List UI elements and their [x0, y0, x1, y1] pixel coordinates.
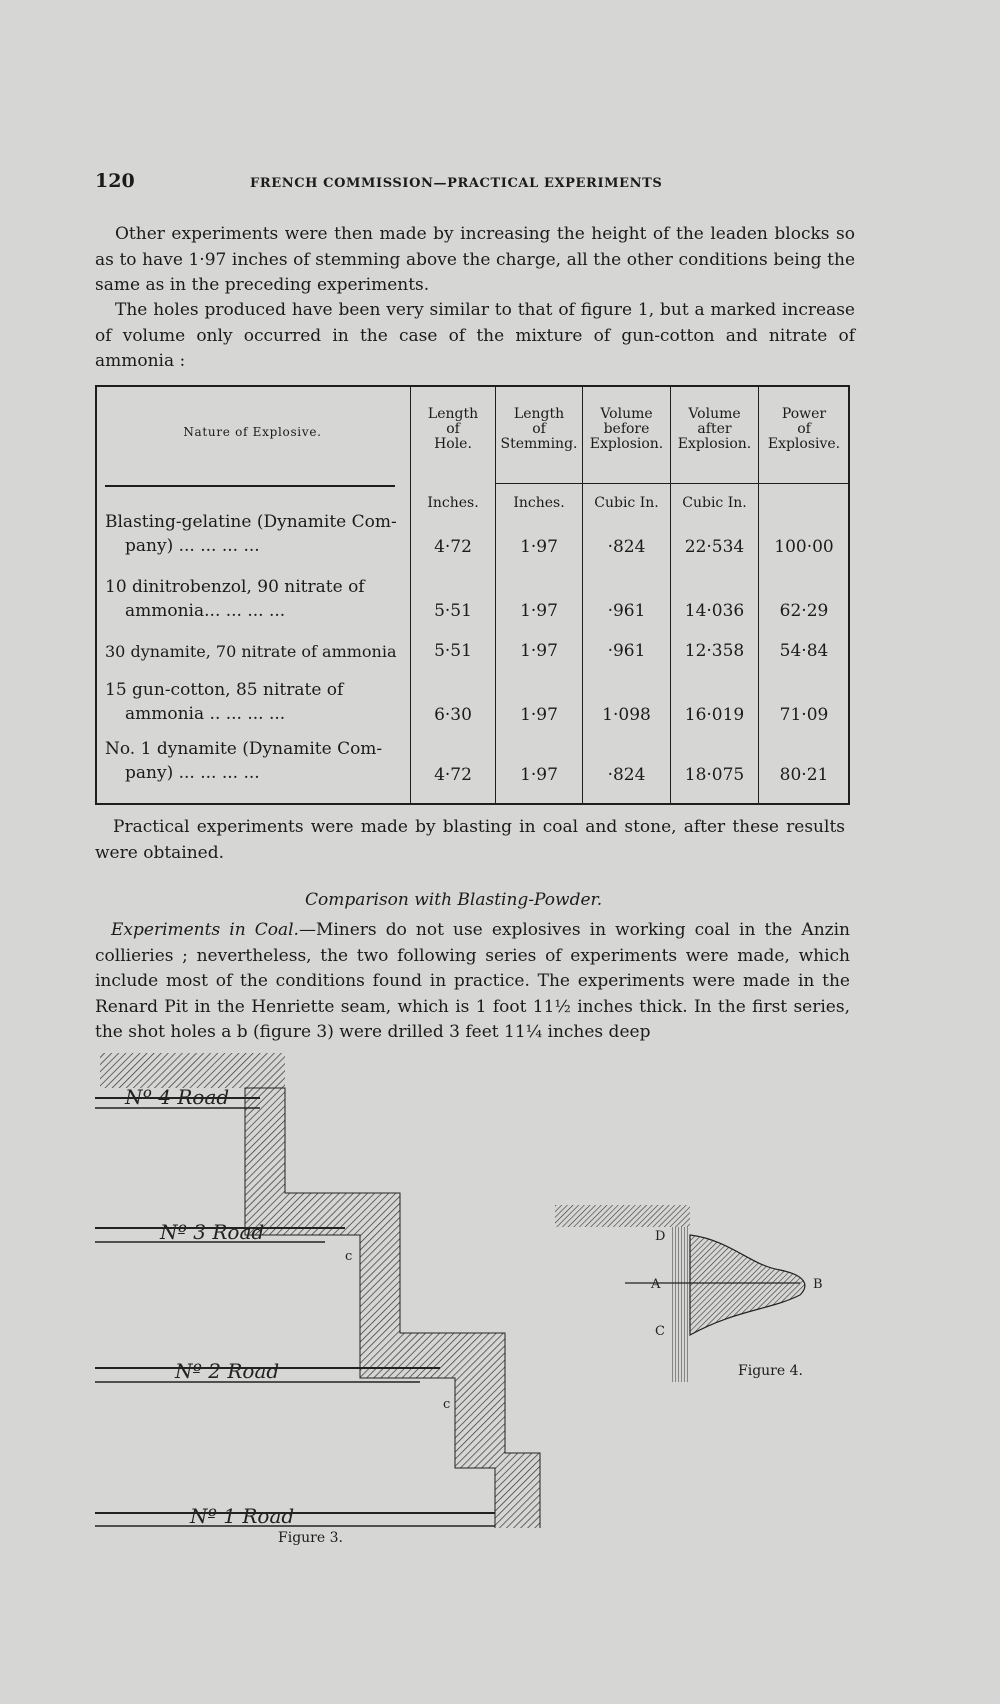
road-label: Nº 3 Road	[160, 1220, 265, 1244]
table-cell: 5·51	[434, 601, 472, 621]
figure-3-drawing	[95, 1048, 555, 1528]
header-nature: Nature of Explosive.	[183, 425, 322, 439]
header-length-of-hole: Length of Hole.	[427, 406, 479, 452]
marker-c: c	[345, 1249, 353, 1264]
table-row-label: 10 dinitrobenzol, 90 nitrate of ammonia... ... ... ...	[105, 577, 365, 621]
road-label: Nº 4 Road	[125, 1085, 230, 1109]
table-cell: 4·72	[434, 537, 472, 557]
table-cell: 5·51	[434, 641, 472, 661]
roof-hatch	[555, 1205, 690, 1227]
table-cell: 14·036	[684, 601, 745, 621]
header-volume-after: Volume after Explosion.	[677, 406, 752, 452]
paragraph-stemming: Other experiments were then made by increasing the height of the leaden blocks so as to have 1·97 inches of stemming above the charge, all the other conditions being the same as in the preceding experiments.	[95, 224, 855, 295]
figure-4-caption: Figure 4.	[738, 1363, 803, 1379]
header-divider-left	[105, 485, 395, 487]
table-cell: 16·019	[684, 705, 745, 725]
marker-c: c	[443, 1397, 451, 1412]
header-power: Power of Explosive.	[767, 406, 841, 452]
unit-stemming: Inches.	[513, 495, 565, 511]
table-cell: 1·97	[520, 601, 558, 621]
table-cell: 12·358	[684, 641, 745, 661]
strata-hatch	[100, 1053, 285, 1088]
figure-3	[95, 1048, 555, 1528]
table-cell: ·824	[607, 537, 646, 557]
paragraph-coal	[95, 918, 850, 1046]
table-row-label: No. 1 dynamite (Dynamite Com- pany) ... ... ... ...	[105, 739, 383, 783]
unit-vol-after: Cubic In.	[682, 495, 747, 511]
label-c: C	[655, 1324, 665, 1339]
explosives-table	[95, 385, 850, 805]
table-cell: 1·098	[602, 705, 651, 725]
table-top-rule	[95, 385, 850, 387]
table-cell: 22·534	[684, 537, 745, 557]
table-left-rule	[95, 385, 97, 805]
wall-hatch	[670, 1227, 690, 1382]
table-cell: 6·30	[434, 705, 472, 725]
table-cell: ·961	[607, 601, 646, 621]
table-cell: 4·72	[434, 765, 472, 785]
figure-4	[555, 1200, 855, 1390]
table-cell: 1·97	[520, 641, 558, 661]
road-label: Nº 1 Road	[190, 1504, 295, 1528]
header-divider-right	[495, 483, 850, 484]
table-row-label: Blasting-gelatine (Dynamite Com- pany) ... ... ... ...	[105, 512, 397, 556]
table-row-label: 15 gun-cotton, 85 nitrate of ammonia .. ... ... ...	[105, 680, 344, 724]
table-cell: 71·09	[779, 705, 829, 725]
figure-4-drawing	[555, 1200, 855, 1390]
table-cell: 62·29	[779, 601, 829, 621]
table-bottom-rule	[95, 803, 850, 805]
table-cell: 1·97	[520, 705, 558, 725]
running-head: FRENCH COMMISSION—PRACTICAL EXPERIMENTS	[250, 176, 663, 191]
header-length-of-stemming: Length of Stemming.	[500, 406, 578, 452]
page-header	[95, 170, 855, 200]
run-in-heading: Experiments in Coal.	[111, 920, 299, 940]
table-cell: 1·97	[520, 765, 558, 785]
table-row-label: 30 dynamite, 70 nitrate of ammonia	[105, 642, 397, 661]
paragraph-holes: The holes produced have been very similar to that of figure 1, but a marked increase of volume only occurred in the case of the mixture of gun-cotton and nitrate of ammonia :	[95, 300, 855, 371]
paragraph-coal-body: —Miners do not use explosives in working coal in the Anzin collieries ; nevertheless, the two following series of experiments were made, which include most of the conditions found in practice. The experiments were made in the Renard Pit in the Henriette seam, which is 1 foot 11½ inches thick. In the first series, the shot holes a b (figure 3) were drilled 3 feet 11¼ inches deep	[95, 920, 850, 1042]
figure-3-caption: Figure 3.	[278, 1530, 343, 1546]
paragraph-practical: Practical experiments were made by blasting in coal and stone, after these results were obtained.	[95, 817, 845, 863]
unit-vol-before: Cubic In.	[594, 495, 659, 511]
table-cell: 54·84	[779, 641, 829, 661]
label-b: B	[813, 1277, 823, 1292]
seam-hatch	[245, 1088, 540, 1528]
header-volume-before: Volume before Explosion.	[589, 406, 664, 452]
table-cell: 1·97	[520, 537, 558, 557]
table-cell: 100·00	[774, 537, 834, 557]
table-cell: ·961	[607, 641, 646, 661]
table-cell: ·824	[607, 765, 646, 785]
section-heading: Comparison with Blasting-Powder.	[305, 890, 603, 910]
label-d: D	[655, 1229, 666, 1244]
table-cell: 18·075	[684, 765, 745, 785]
page-number: 120	[95, 170, 135, 192]
label-a: A	[651, 1277, 661, 1292]
table-cell: 80·21	[779, 765, 829, 785]
road-label: Nº 2 Road	[175, 1359, 280, 1383]
blast-cavity	[690, 1235, 805, 1335]
unit-hole: Inches.	[427, 495, 479, 511]
